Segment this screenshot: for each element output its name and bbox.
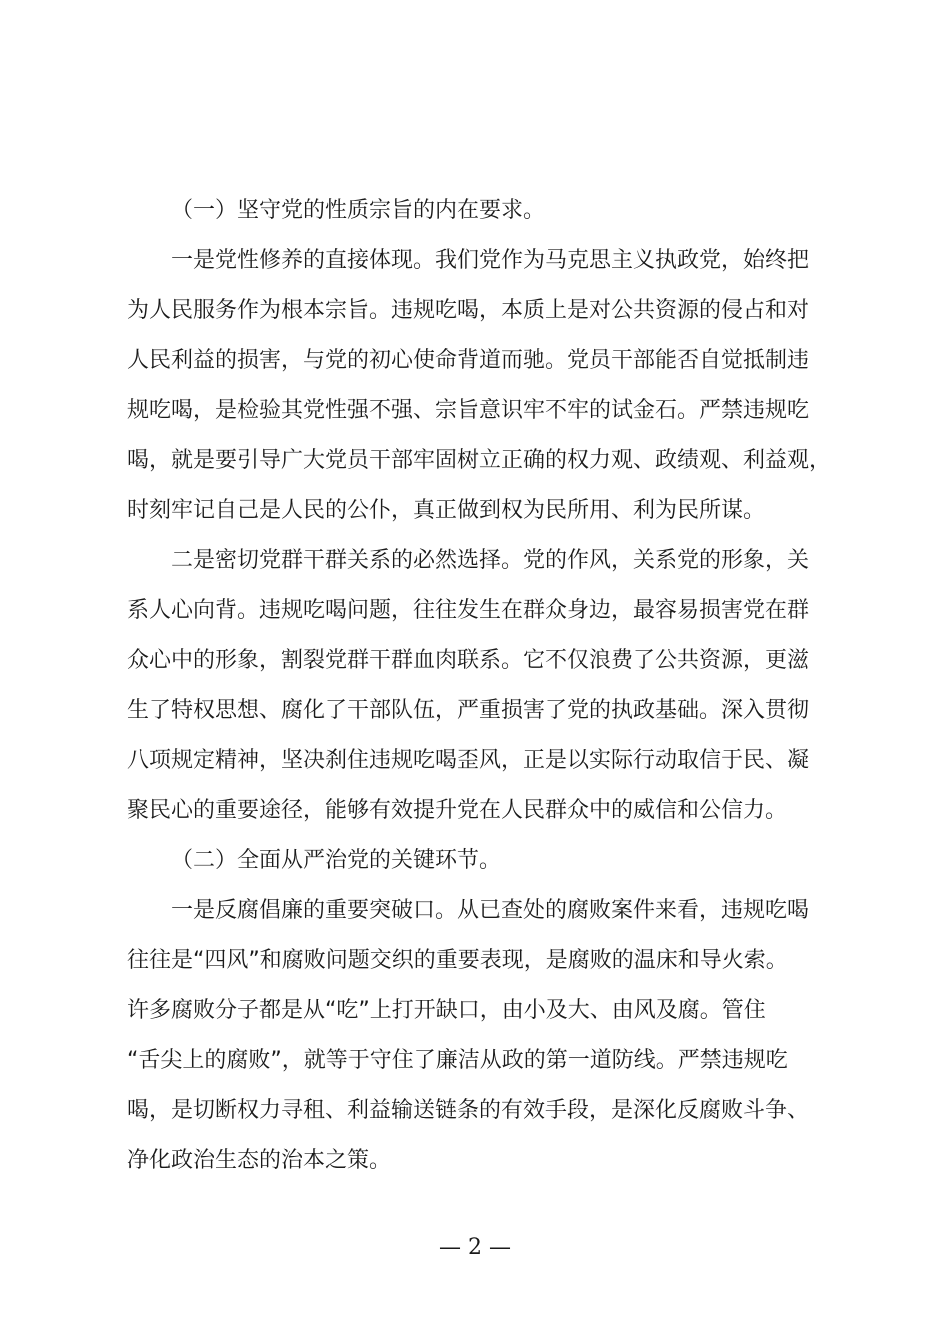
paragraph-line: 规吃喝，是检验其党性强不强、宗旨意识牢不牢的试金石。严禁违规吃	[127, 398, 810, 423]
section-heading-1: （一）坚守党的性质宗旨的内在要求。	[171, 198, 546, 223]
paragraph-line: 生了特权思想、腐化了干部队伍，严重损害了党的执政基础。深入贯彻	[127, 698, 810, 723]
section-heading-2: （二）全面从严治党的关键环节。	[171, 848, 502, 873]
paragraph-line: 众心中的形象，割裂党群干群血肉联系。它不仅浪费了公共资源，更滋	[127, 648, 810, 673]
paragraph-line: 八项规定精神，坚决刹住违规吃喝歪风，正是以实际行动取信于民、凝	[127, 748, 810, 773]
paragraph-line: 净化政治生态的治本之策。	[127, 1148, 392, 1173]
page-number: — 2 —	[439, 1235, 511, 1260]
paragraph-line: 喝，是切断权力寻租、利益输送链条的有效手段，是深化反腐败斗争、	[127, 1098, 810, 1123]
paragraph-line: 一是党性修养的直接体现。我们党作为马克思主义执政党，始终把	[171, 248, 810, 273]
paragraph-line: 一是反腐倡廉的重要突破口。从已查处的腐败案件来看，违规吃喝	[171, 898, 810, 923]
paragraph-line: 喝，就是要引导广大党员干部牢固树立正确的权力观、政绩观、利益观，	[127, 448, 832, 473]
paragraph-line: 聚民心的重要途径，能够有效提升党在人民群众中的威信和公信力。	[127, 798, 788, 823]
paragraph-line: 二是密切党群干群关系的必然选择。党的作风，关系党的形象，关	[171, 548, 810, 573]
document-body	[127, 186, 852, 1186]
paragraph-line: 时刻牢记自己是人民的公仆，真正做到权为民所用、利为民所谋。	[127, 498, 766, 523]
paragraph-line: 人民利益的损害，与党的初心使命背道而驰。党员干部能否自觉抵制违	[127, 348, 810, 373]
paragraph-line: 系人心向背。违规吃喝问题，往往发生在群众身边，最容易损害党在群	[127, 598, 810, 623]
paragraph-line: 许多腐败分子都是从“吃”上打开缺口，由小及大、由风及腐。管住	[127, 998, 766, 1023]
paragraph-line: “舌尖上的腐败”，就等于守住了廉洁从政的第一道防线。严禁违规吃	[127, 1048, 788, 1073]
paragraph-line: 往往是“四风”和腐败问题交织的重要表现，是腐败的温床和导火索。	[127, 948, 788, 973]
paragraph-line: 为人民服务作为根本宗旨。违规吃喝，本质上是对公共资源的侵占和对	[127, 298, 810, 323]
